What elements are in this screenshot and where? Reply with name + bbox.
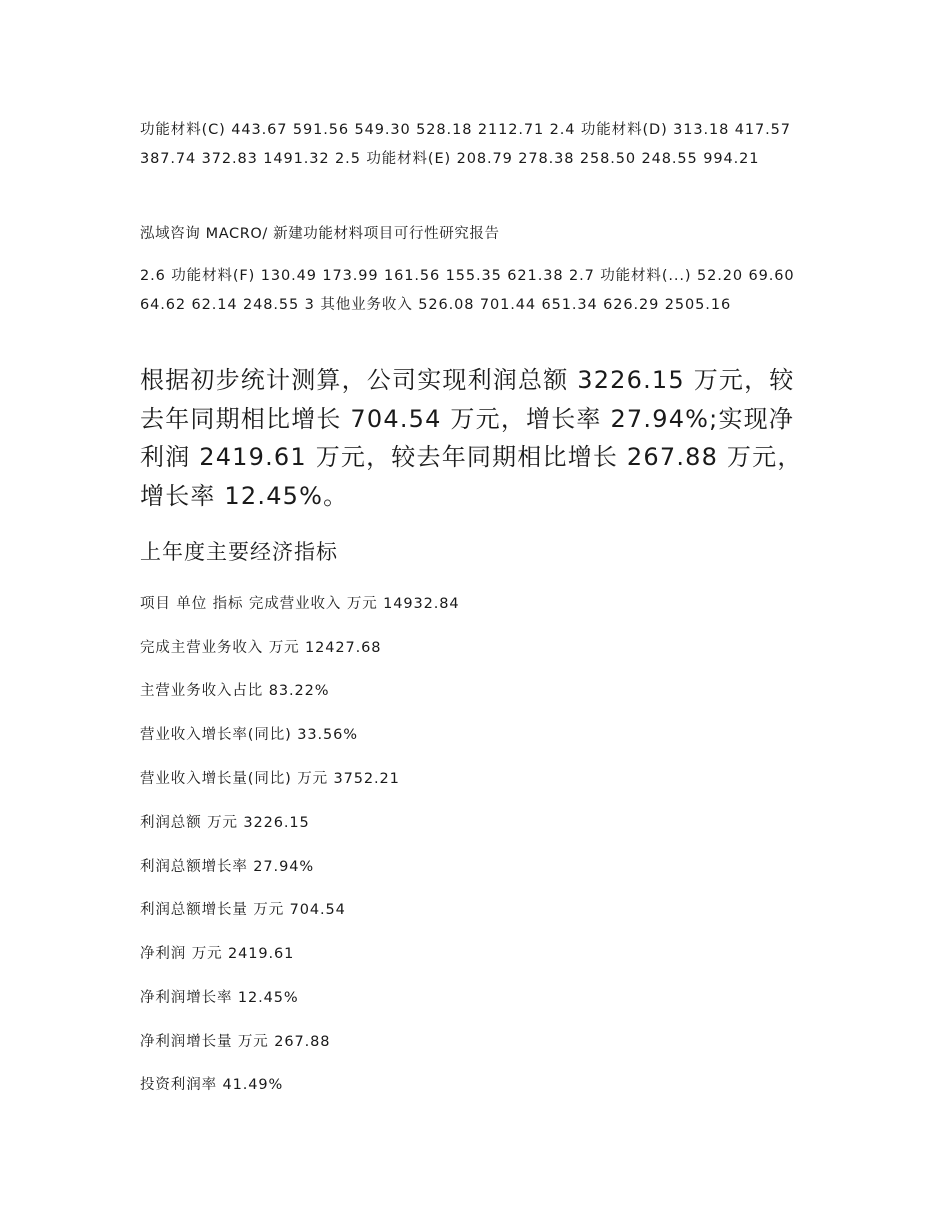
indicator-row: 净利润 万元 2419.61 xyxy=(140,946,295,962)
indicator-row: 利润总额增长量 万元 704.54 xyxy=(140,902,346,918)
indicator-row: 主营业务收入占比 83.22% xyxy=(140,683,330,699)
indicator-row: 营业收入增长量(同比) 万元 3752.21 xyxy=(140,771,400,787)
table-continuation-text: 功能材料(C) 443.67 591.56 549.30 528.18 2112.71 2.4 功能材料(D) 313.18 417.57 387.74 372.83 1491.32 2.5 功能材料(E) 208.79 278.38 258.50 248.55 994.21 xyxy=(140,122,791,167)
table-continuation-text-2: 2.6 功能材料(F) 130.49 173.99 161.56 155.35 621.38 2.7 功能材料(...) 52.20 69.60 64.62 62.14 248.55 3 其他业务收入 526.08 701.44 651.34 626.29 2505.16 xyxy=(140,268,795,313)
indicator-row: 利润总额增长率 27.94% xyxy=(140,859,314,875)
summary-paragraph: 根据初步统计测算，公司实现利润总额 3226.15 万元，较去年同期相比增长 704.54 万元，增长率 27.94%;实现净利润 2419.61 万元，较去年同期相比增长 267.88 万元，增长率 12.45%。 xyxy=(140,366,803,510)
running-header: 泓域咨询 MACRO/ 新建功能材料项目可行性研究报告 xyxy=(140,226,500,242)
indicator-row: 利润总额 万元 3226.15 xyxy=(140,815,310,831)
indicator-row: 完成主营业务收入 万元 12427.68 xyxy=(140,640,382,656)
indicator-row: 净利润增长率 12.45% xyxy=(140,990,299,1006)
indicator-row: 项目 单位 指标 完成营业收入 万元 14932.84 xyxy=(140,596,460,612)
indicator-row: 净利润增长量 万元 267.88 xyxy=(140,1034,331,1050)
indicator-row: 投资利润率 41.49% xyxy=(140,1077,284,1093)
section-heading: 上年度主要经济指标 xyxy=(140,540,338,564)
indicator-row: 营业收入增长率(同比) 33.56% xyxy=(140,727,358,743)
